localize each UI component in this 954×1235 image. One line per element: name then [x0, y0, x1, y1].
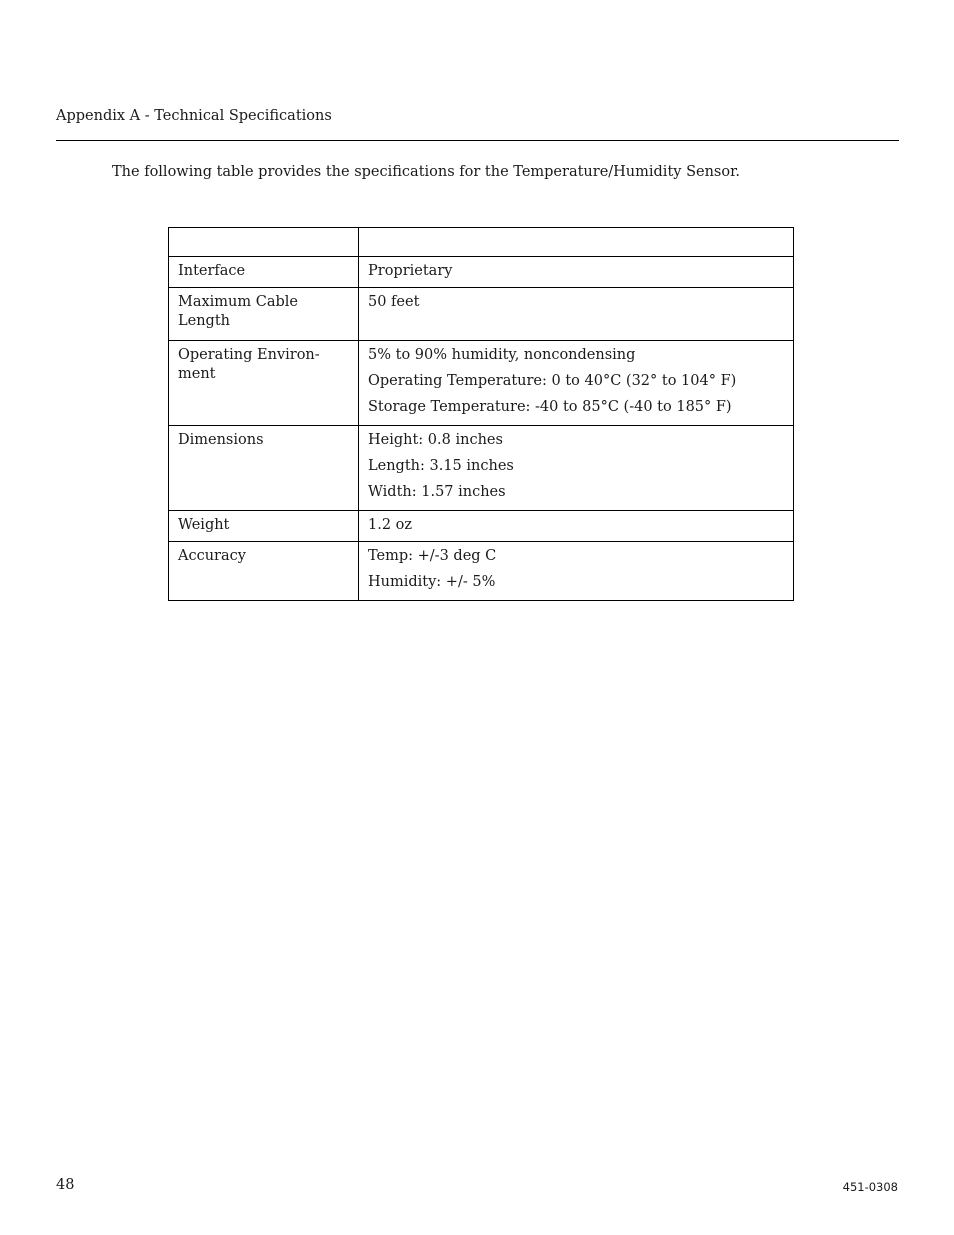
table-header-row — [169, 228, 794, 257]
document-number: 451-0308 — [842, 1180, 898, 1194]
specifications-table — [168, 227, 794, 601]
table-row — [169, 288, 794, 341]
value-line: Storage Temperature: -40 to 85°C (-40 to 185° F) — [368, 399, 732, 415]
header-divider — [56, 140, 899, 141]
table-row — [169, 511, 794, 542]
value-line: Height: 0.8 inches — [368, 432, 503, 448]
row-label: Accuracy — [169, 542, 359, 601]
value-line: Humidity: +/- 5% — [368, 574, 496, 590]
value-line: Length: 3.15 inches — [368, 458, 514, 474]
row-value — [359, 542, 794, 601]
value-line: 5% to 90% humidity, noncondensing — [368, 347, 636, 363]
row-label: Weight — [169, 511, 359, 542]
row-value — [359, 288, 794, 341]
value-line: 1.2 oz — [368, 517, 413, 533]
intro-paragraph: The following table provides the specifications for the Temperature/Humidity Sensor. — [112, 164, 741, 180]
row-value — [359, 257, 794, 288]
row-label: Maximum Cable Length — [169, 288, 359, 341]
row-label: Dimensions — [169, 426, 359, 511]
column-header-specification — [359, 228, 794, 257]
value-line: 50 feet — [368, 294, 420, 310]
row-value — [359, 341, 794, 426]
value-line: Operating Temperature: 0 to 40°C (32° to 104° F) — [368, 373, 737, 389]
column-header-feature — [169, 228, 359, 257]
running-header: Appendix A - Technical Specifications — [56, 108, 332, 124]
value-line: Width: 1.57 inches — [368, 484, 506, 500]
row-value — [359, 426, 794, 511]
table-row — [169, 341, 794, 426]
value-line: Proprietary — [368, 263, 453, 279]
table-row — [169, 257, 794, 288]
value-line: Temp: +/-3 deg C — [368, 548, 497, 564]
row-label: Operating Environ- ment — [169, 341, 359, 426]
page-number: 48 — [56, 1177, 75, 1193]
row-value — [359, 511, 794, 542]
table-row — [169, 542, 794, 601]
table-row — [169, 426, 794, 511]
row-label: Interface — [169, 257, 359, 288]
